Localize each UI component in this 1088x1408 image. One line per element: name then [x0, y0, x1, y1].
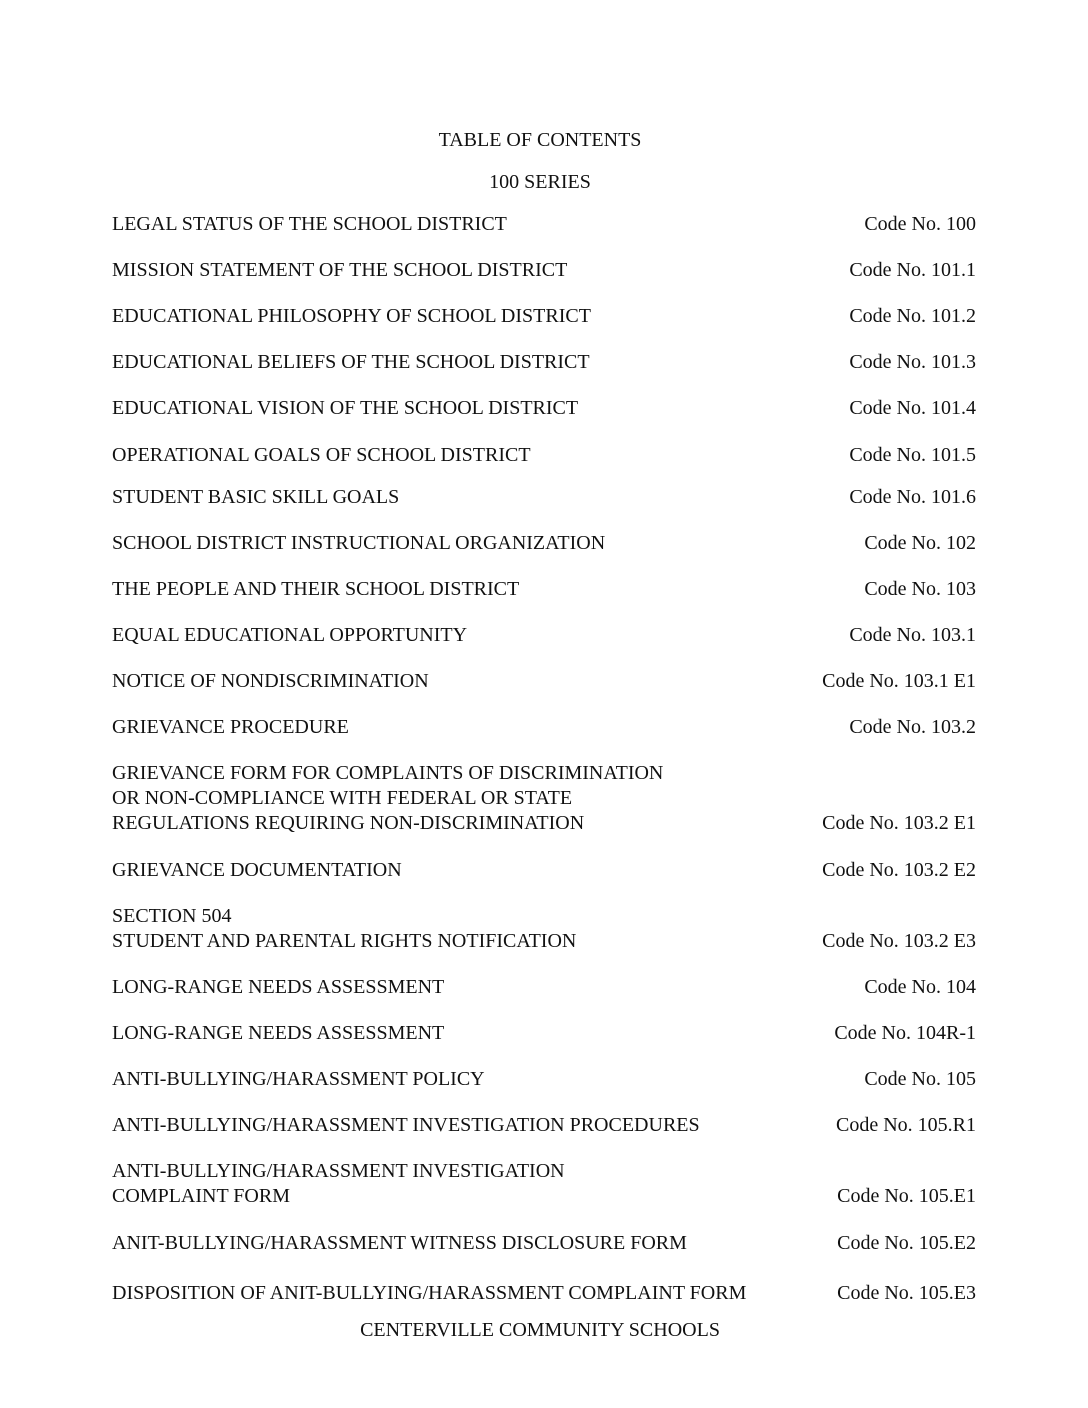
- entry-title: ANTI-BULLYING/HARASSMENT INVESTIGATION COMPLAINT FORM: [112, 1160, 565, 1207]
- entry-title: THE PEOPLE AND THEIR SCHOOL DISTRICT: [112, 578, 520, 600]
- entry-code: Code No. 105: [864, 1068, 976, 1090]
- entry-code: Code No. 105.R1: [836, 1114, 976, 1136]
- entry-title: ANTI-BULLYING/HARASSMENT POLICY: [112, 1068, 485, 1090]
- entry-title: MISSION STATEMENT OF THE SCHOOL DISTRICT: [112, 259, 568, 281]
- series-heading: 100 SERIES: [489, 171, 591, 193]
- entry-code: Code No. 103: [864, 578, 976, 600]
- entry-title: SCHOOL DISTRICT INSTRUCTIONAL ORGANIZATION: [112, 532, 606, 554]
- entry-title: ANTI-BULLYING/HARASSMENT INVESTIGATION PROCEDURES: [112, 1114, 700, 1136]
- toc-entry: [112, 485, 976, 510]
- footer-text: CENTERVILLE COMMUNITY SCHOOLS: [360, 1319, 720, 1341]
- entry-code: Code No. 103.2 E3: [822, 930, 976, 952]
- entry-title: LONG-RANGE NEEDS ASSESSMENT: [112, 976, 445, 998]
- toc-entry: [112, 577, 976, 602]
- entry-title: OPERATIONAL GOALS OF SCHOOL DISTRICT: [112, 444, 531, 466]
- toc-entry: [112, 531, 976, 556]
- toc-entry: [112, 975, 976, 1000]
- entry-title: EDUCATIONAL PHILOSOPHY OF SCHOOL DISTRICT: [112, 305, 591, 327]
- toc-entry: [112, 443, 976, 468]
- entry-title: EDUCATIONAL BELIEFS OF THE SCHOOL DISTRICT: [112, 351, 590, 373]
- toc-entry: [112, 1281, 976, 1306]
- entry-code: Code No. 100: [864, 213, 976, 235]
- toc-entry: [112, 623, 976, 648]
- entry-title: GRIEVANCE PROCEDURE: [112, 716, 349, 738]
- entry-title: LEGAL STATUS OF THE SCHOOL DISTRICT: [112, 213, 507, 235]
- toc-entry: [112, 350, 976, 375]
- toc-entry: [112, 304, 976, 329]
- entry-title: DISPOSITION OF ANIT-BULLYING/HARASSMENT COMPLAINT FORM: [112, 1282, 747, 1304]
- entry-code: Code No. 105.E3: [837, 1282, 976, 1304]
- entry-title: EQUAL EDUCATIONAL OPPORTUNITY: [112, 624, 468, 646]
- entry-code: Code No. 101.1: [849, 259, 976, 281]
- entry-code: Code No. 104R-1: [834, 1022, 976, 1044]
- entry-title: GRIEVANCE FORM FOR COMPLAINTS OF DISCRIMINATION OR NON-COMPLIANCE WITH FEDERAL OR STATE REGULATIONS REQUIRING NON-DISCRIMINATION: [112, 762, 664, 834]
- entry-code: Code No. 104: [864, 976, 976, 998]
- entry-code: Code No. 105.E1: [837, 1185, 976, 1207]
- toc-entry: [112, 396, 976, 421]
- entry-code: Code No. 105.E2: [837, 1232, 976, 1254]
- toc-entry: [112, 1021, 976, 1046]
- entry-title: NOTICE OF NONDISCRIMINATION: [112, 670, 429, 692]
- toc-entry: [112, 1067, 976, 1092]
- entry-title: STUDENT BASIC SKILL GOALS: [112, 486, 400, 508]
- toc-title: TABLE OF CONTENTS: [438, 129, 642, 151]
- entry-code: Code No. 103.2 E1: [822, 812, 976, 834]
- entry-title: GRIEVANCE DOCUMENTATION: [112, 859, 402, 881]
- toc-entry: [112, 904, 976, 954]
- toc-entry: [112, 761, 976, 836]
- toc-entry: [112, 858, 976, 883]
- toc-entry: [112, 1113, 976, 1138]
- toc-entry: [112, 715, 976, 740]
- entry-code: Code No. 101.4: [849, 397, 976, 419]
- entry-code: Code No. 103.2 E2: [822, 859, 976, 881]
- entry-title: EDUCATIONAL VISION OF THE SCHOOL DISTRICT: [112, 397, 579, 419]
- entry-title: SECTION 504 STUDENT AND PARENTAL RIGHTS NOTIFICATION: [112, 905, 577, 952]
- toc-entry: [112, 1231, 976, 1256]
- entry-code: Code No. 103.1 E1: [822, 670, 976, 692]
- entry-title: ANIT-BULLYING/HARASSMENT WITNESS DISCLOSURE FORM: [112, 1232, 687, 1254]
- entry-code: Code No. 103.2: [849, 716, 976, 738]
- toc-entry: [112, 212, 976, 237]
- toc-entry: [112, 1159, 976, 1209]
- entry-title: LONG-RANGE NEEDS ASSESSMENT: [112, 1022, 445, 1044]
- entry-code: Code No. 101.3: [849, 351, 976, 373]
- entry-code: Code No. 103.1: [849, 624, 976, 646]
- entry-code: Code No. 101.2: [849, 305, 976, 327]
- toc-entry: [112, 258, 976, 283]
- entry-code: Code No. 101.5: [849, 444, 976, 466]
- toc-entry: [112, 669, 976, 694]
- entry-code: Code No. 101.6: [849, 486, 976, 508]
- entry-code: Code No. 102: [864, 532, 976, 554]
